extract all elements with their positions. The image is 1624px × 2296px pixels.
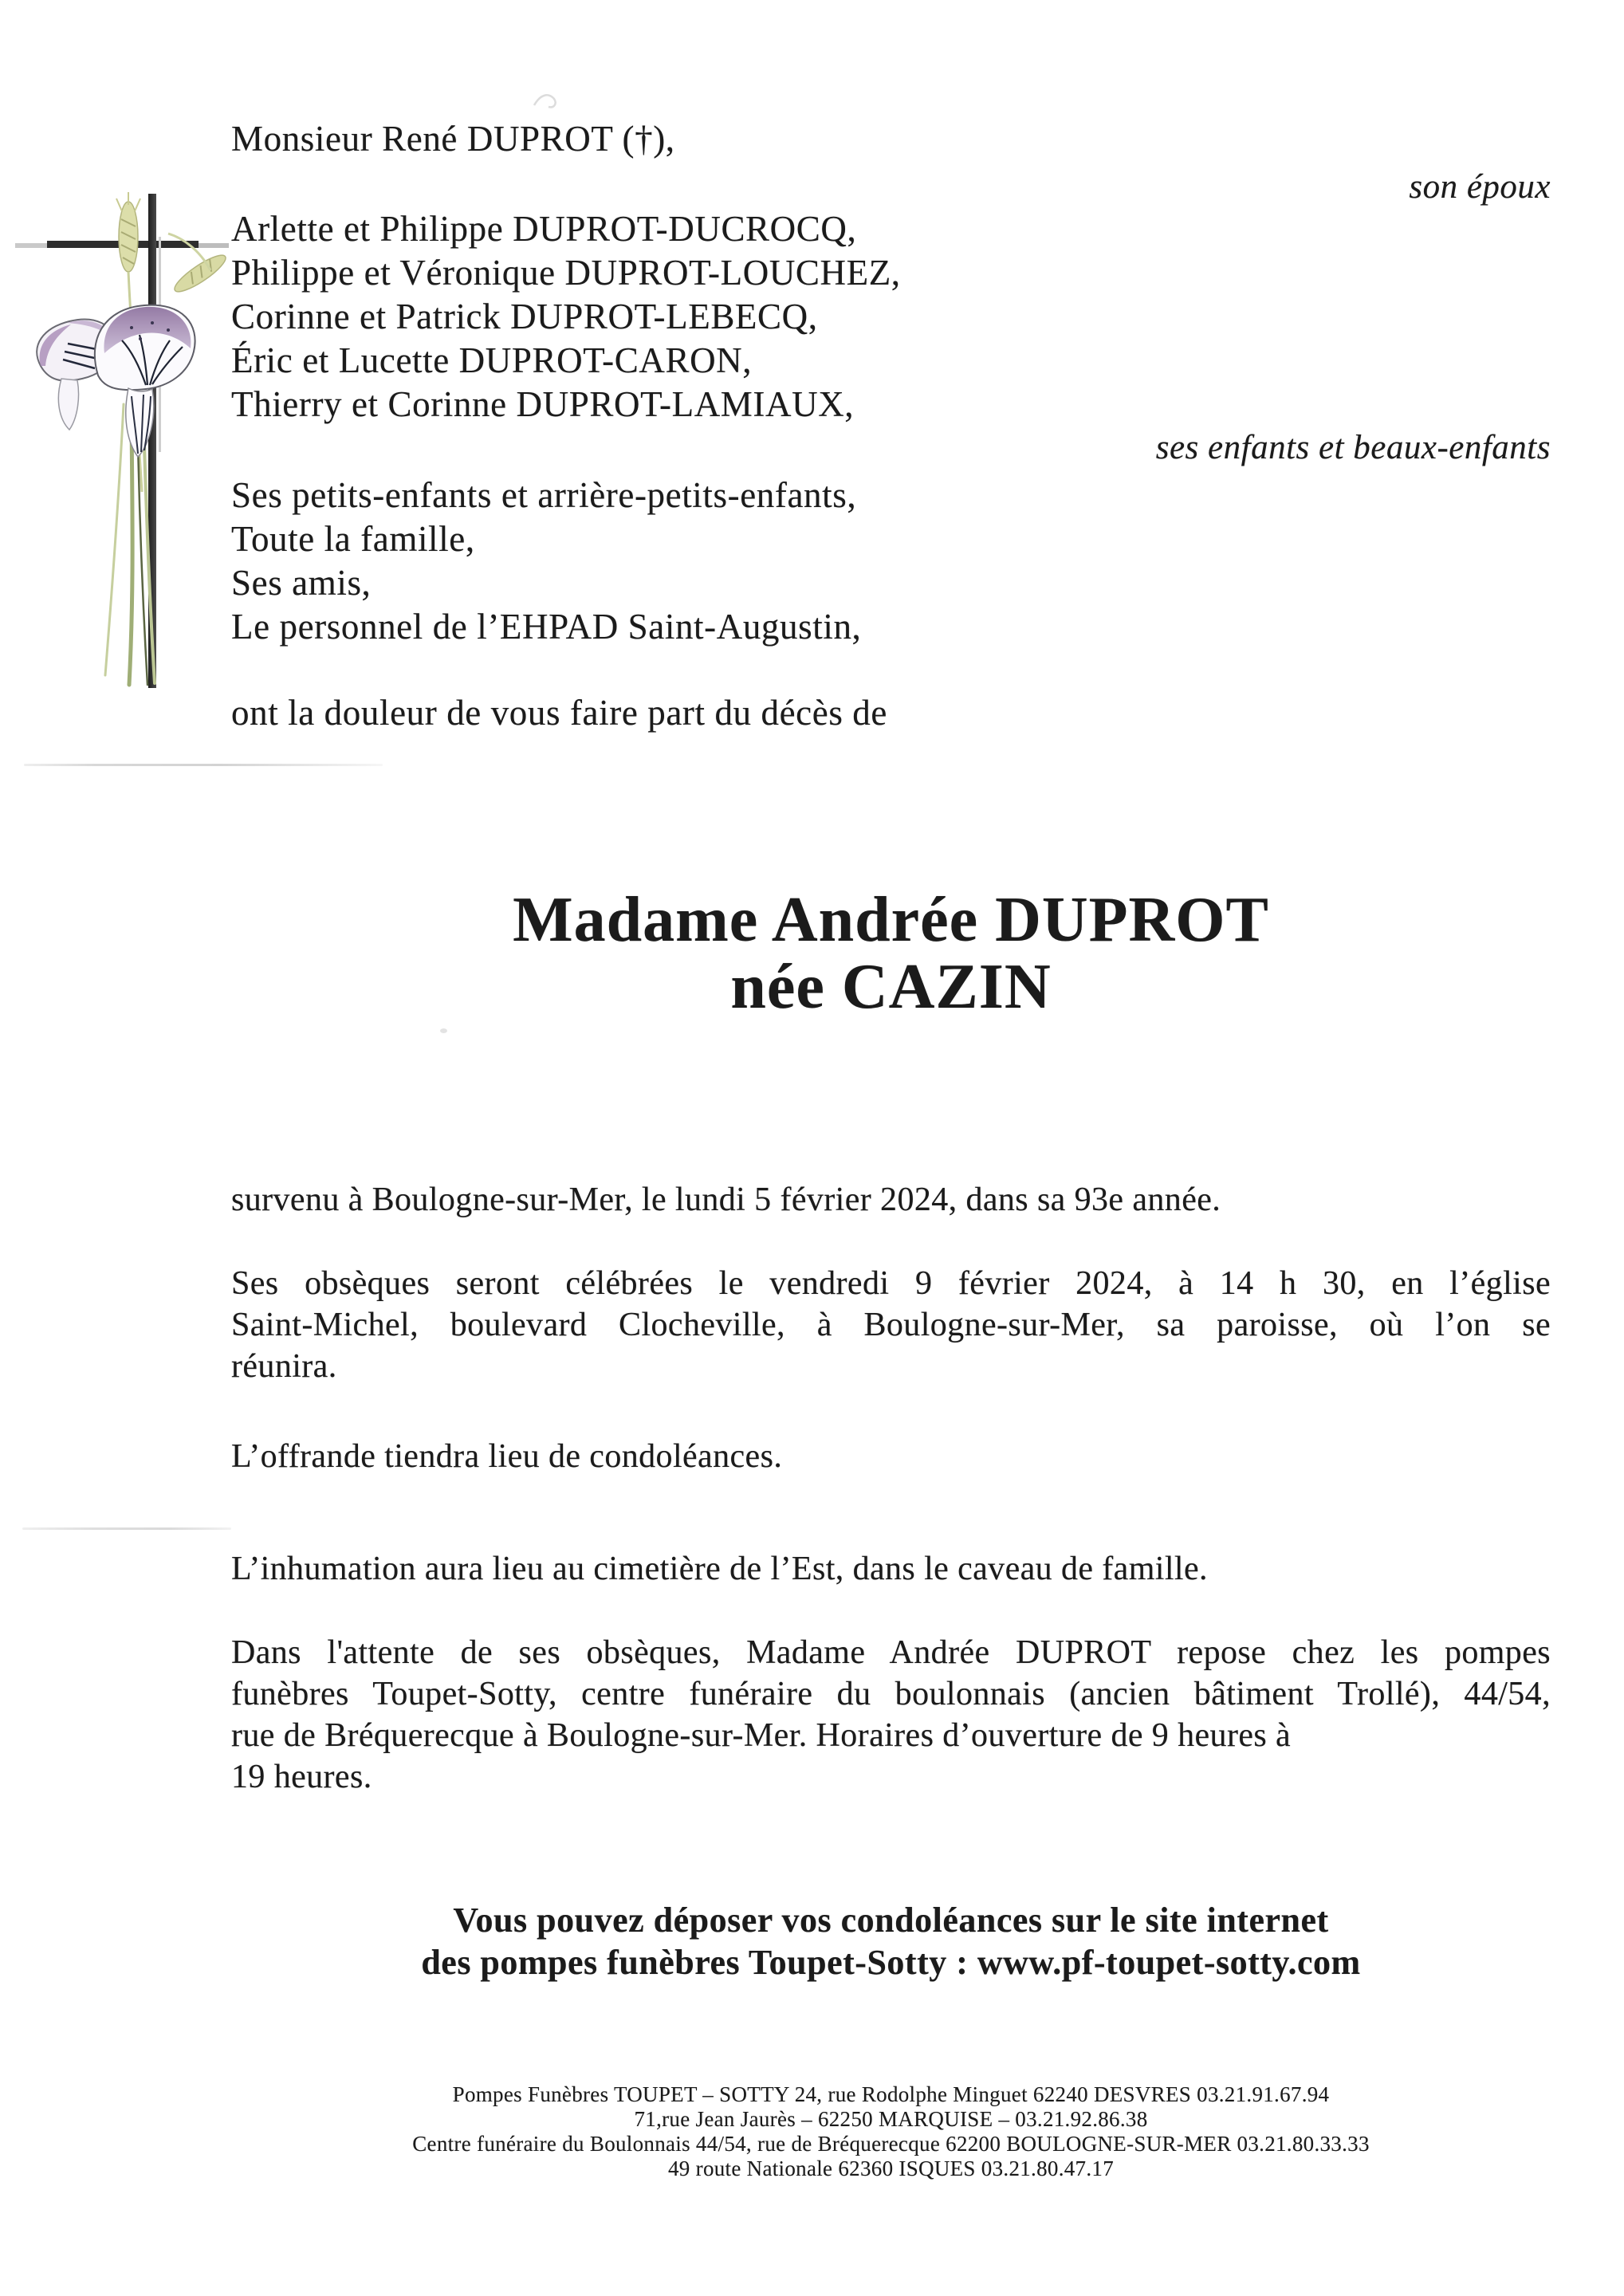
husband-line: Monsieur René DUPROT (†), [231,119,675,159]
scan-artifact-line [22,1527,231,1530]
children-attribution: ses enfants et beaux-enfants [1155,429,1551,466]
child-line: Philippe et Véronique DUPROT-LOUCHEZ, [231,253,901,293]
text-column [231,0,1551,2296]
repose-line: rue de Bréquerecque à Boulogne-sur-Mer. Horaires d’ouverture de 9 heures à [231,1717,1292,1754]
calla-lily-right [95,305,195,457]
repose-line: 19 heures. [231,1759,372,1795]
footer-address-line: 71,rue Jean Jaurès – 62250 MARQUISE – 03.21.92.86.38 [634,2107,1148,2131]
footer-address-line: Pompes Funèbres TOUPET – SOTTY 24, rue Rodolphe Minguet 62240 DESVRES 03.21.91.67.94 [452,2082,1330,2106]
offering-line: L’offrande tiendra lieu de condoléances. [231,1438,783,1475]
funeral-line: réunira. [231,1348,337,1385]
repose-line: funèbres Toupet-Sotty, centre funéraire du boulonnais (ancien bâtiment Trollé), 44/54, [231,1676,1551,1712]
child-line: Éric et Lucette DUPROT-CARON, [231,340,753,380]
footer-address-line: 49 route Nationale 62360 ISQUES 03.21.80.47.17 [668,2156,1114,2180]
deceased-name-line2: née CAZIN [730,952,1052,1022]
burial-line: L’inhumation aura lieu au cimetière de l’Est, dans le caveau de famille. [231,1551,1208,1587]
husband-attribution: son époux [1409,168,1551,206]
family-line: Ses amis, [231,563,372,603]
death-line: survenu à Boulogne-sur-Mer, le lundi 5 février 2024, dans sa 93e année. [231,1181,1221,1218]
family-line: Le personnel de l’EHPAD Saint-Augustin, [231,607,862,647]
funeral-line: Saint-Michel, boulevard Clocheville, à Boulogne-sur-Mer, sa paroisse, où l’on se [231,1307,1551,1343]
deceased-name-line1: Madame Andrée DUPROT [513,885,1269,955]
announcement-line: ont la douleur de vous faire part du décès de [231,693,887,733]
repose-line: Dans l'attente de ses obsèques, Madame Andrée DUPROT repose chez les pompes [231,1634,1551,1671]
footer-address-line: Centre funéraire du Boulonnais 44/54, rue de Bréquerecque 62200 BOULOGNE-SUR-MER 03.21.80.33.33 [412,2132,1370,2156]
child-line: Corinne et Patrick DUPROT-LEBECQ, [231,297,818,336]
child-line: Arlette et Philippe DUPROT-DUCROCQ, [231,209,857,249]
condolence-line: Vous pouvez déposer vos condoléances sur le site internet [453,1901,1329,1940]
condolence-website-line: des pompes funèbres Toupet-Sotty : www.pf-toupet-sotty.com [421,1943,1361,1982]
funeral-line: Ses obsèques seront célébrées le vendredi 9 février 2024, à 14 h 30, en l’église [231,1265,1551,1302]
family-line: Ses petits-enfants et arrière-petits-enfants, [231,475,857,515]
family-line: Toute la famille, [231,519,475,559]
child-line: Thierry et Corinne DUPROT-LAMIAUX, [231,384,855,424]
cross-lilies-artwork [12,187,235,698]
